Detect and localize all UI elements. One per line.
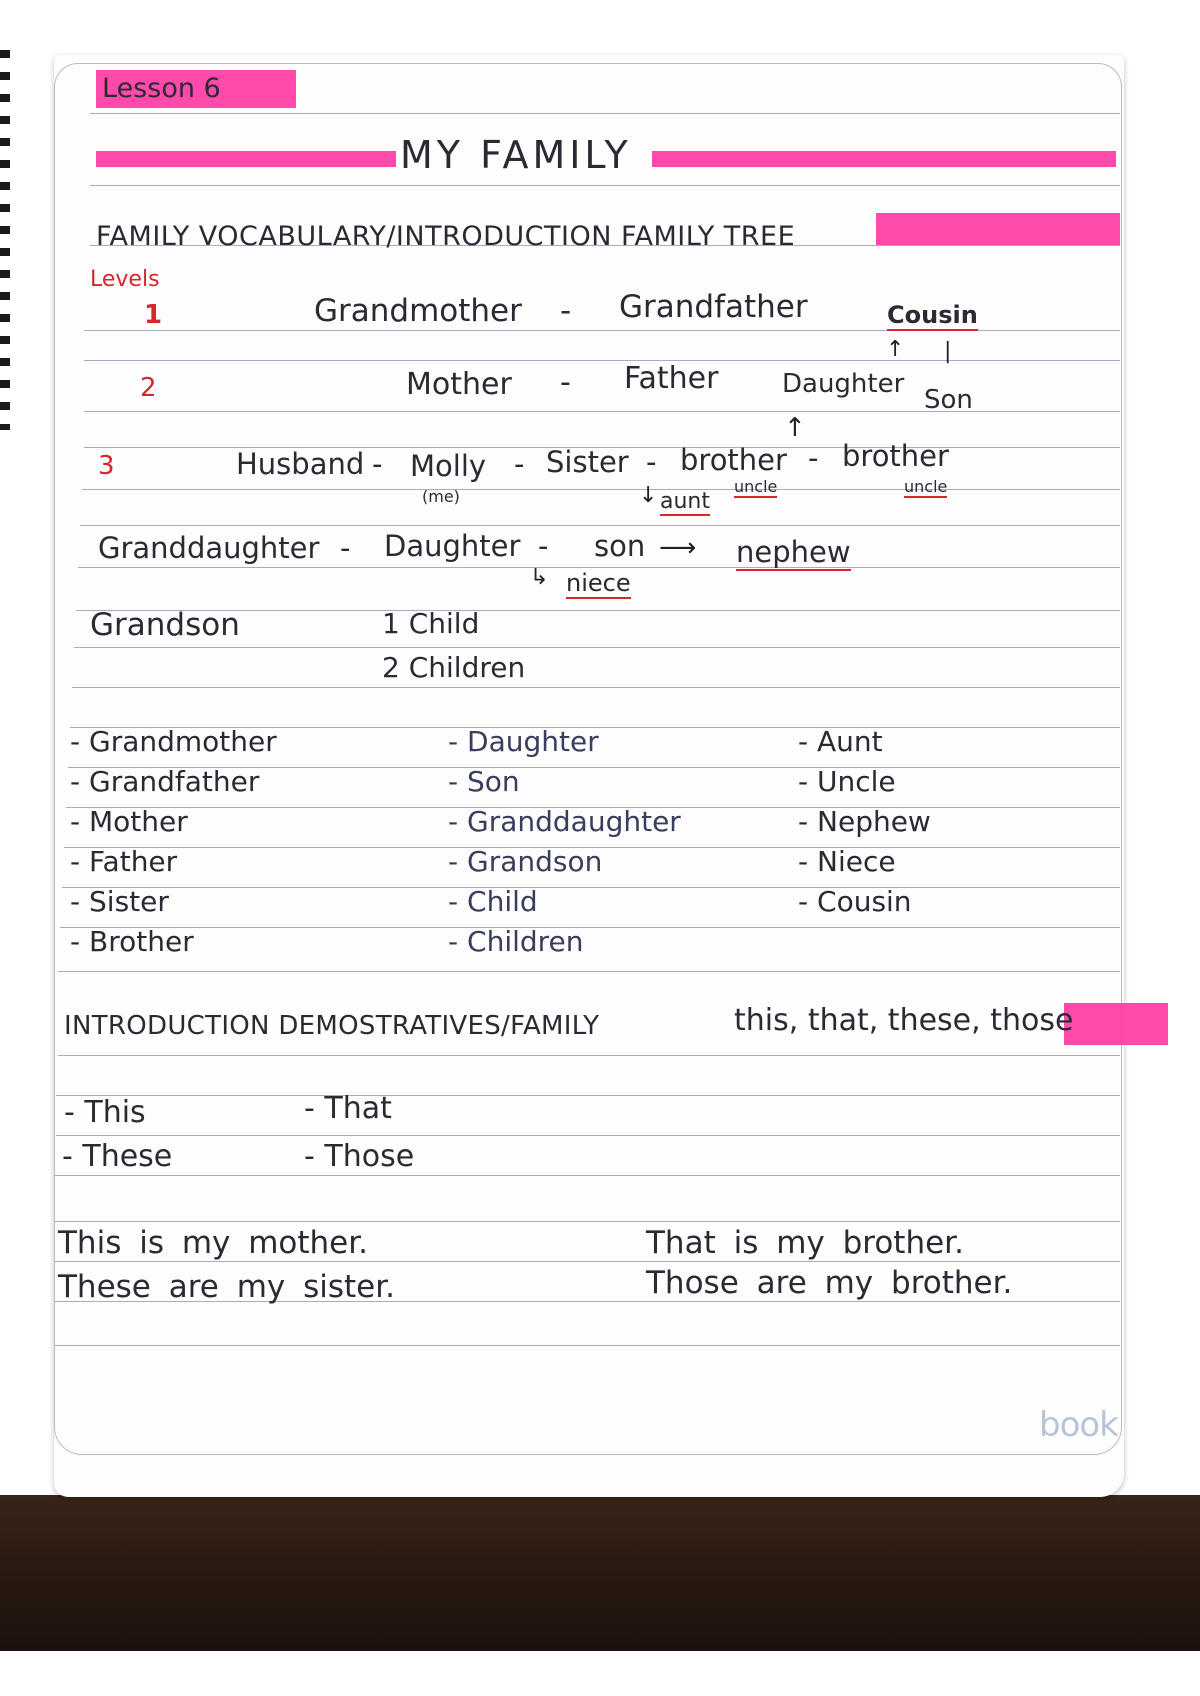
sentence-that: That is my brother. [646,1225,964,1261]
heading-highlight [876,213,1120,245]
level-4-daughter: Daughter [384,529,521,563]
table-background [0,1495,1200,1651]
ruled-line [54,1345,1120,1346]
vocab-item: - Niece [798,845,896,878]
vocab-item: - Brother [70,925,194,958]
vocab-column-2 [448,725,681,965]
vocab-item: - Grandmother [70,725,277,758]
ruled-line [54,1221,1120,1222]
notebook-page [54,55,1124,1497]
ruled-line [54,1175,1120,1176]
ruled-line [56,1095,1120,1096]
levels-label: Levels [90,267,160,292]
ruled-line [90,113,1120,114]
level-3-number: 3 [98,451,115,481]
demonstratives-highlight [1064,1003,1168,1045]
level-4-nephew: nephew [736,535,851,569]
ruled-line [90,185,1120,186]
sentence-these: These are my sister. [58,1269,396,1305]
arrow-down-icon: ↓ [639,483,658,508]
arrow-right-icon: ⟶ [659,533,697,563]
level-4-niece: niece [566,569,631,597]
level-3-molly: Molly [410,449,487,483]
vocab-item: - Nephew [798,805,931,838]
curved-arrow-icon: ↳ [530,565,549,590]
vocab-item: - Aunt [798,725,883,758]
level-1-grandfather: Grandfather [619,289,808,325]
vocab-column-3 [798,725,931,925]
child-singular: 1 Child [382,607,480,640]
level-2-dash: - [560,365,571,400]
vocab-item: - Cousin [798,885,912,918]
level-3-uncle-1: uncle [734,477,778,496]
level-4-dash-1: - [340,531,351,565]
demonstratives-words: this, that, these, those [734,1003,1074,1038]
level-1-dash: - [560,293,572,329]
ruled-line [84,360,1120,361]
section-heading-vocabulary: FAMILY VOCABULARY/INTRODUCTION FAMILY TREE [96,221,796,252]
vocab-item: - Sister [70,885,169,918]
demo-these: - These [62,1139,173,1174]
demo-this: - This [64,1095,146,1130]
ruled-line [72,687,1120,688]
brand-logo: book [1039,1405,1118,1445]
level-3-brother-2: brother [842,439,949,473]
ruled-line [74,647,1120,648]
level-3-uncle-2: uncle [904,477,948,496]
level-3-dash-2: - [514,447,525,481]
ruled-line [78,567,1120,568]
section-heading-demonstratives: INTRODUCTION DEMOSTRATIVES/FAMILY [64,1011,600,1041]
tree-cousin: Cousin [887,301,978,329]
grandson-label: Grandson [90,607,240,643]
level-3-brother-1: brother [680,443,787,477]
vocab-item: - Child [448,885,538,918]
arrow-up-icon: ↑ [784,413,806,443]
level-3-dash-1: - [372,447,383,481]
level-4-granddaughter: Granddaughter [98,531,320,565]
vocab-column-1 [70,725,277,965]
level-1-number: 1 [144,300,163,330]
vocab-item: - Daughter [448,725,599,758]
sentence-those: Those are my brother. [646,1265,1013,1301]
level-3-dash-3: - [646,445,657,479]
line-icon: | [944,339,952,364]
level-1-grandmother: Grandmother [314,293,522,329]
tree-daughter: Daughter [782,369,905,399]
ruled-line [56,1135,1120,1136]
child-plural: 2 Children [382,651,526,684]
vocab-item: - Granddaughter [448,805,681,838]
sentence-this: This is my mother. [58,1225,369,1261]
level-3-me: (me) [422,487,460,506]
vocab-item: - Children [448,925,584,958]
ruled-line [82,489,1120,490]
vocab-item: - Son [448,765,520,798]
ruled-line [54,1261,1120,1262]
level-2-mother: Mother [406,367,512,402]
level-2-number: 2 [140,373,157,403]
vocab-item: - Grandfather [70,765,260,798]
title-highlight-right [652,151,1116,167]
level-4-dash-2: - [538,529,549,563]
vocab-item: - Father [70,845,178,878]
ruled-line [58,1055,1120,1056]
level-3-sister: Sister [546,445,629,479]
level-3-dash-4: - [808,441,819,475]
tree-son: Son [924,385,973,415]
arrow-up-icon: ↑ [886,337,905,362]
ruled-line [58,971,1120,972]
level-3-aunt: aunt [660,489,710,514]
vocab-item: - Grandson [448,845,603,878]
vocab-item: - Mother [70,805,188,838]
level-3-husband: Husband [236,447,365,481]
level-4-son: son [594,529,646,563]
demo-that: - That [304,1091,392,1126]
demo-those: - Those [304,1139,415,1174]
title-highlight-left [96,151,396,167]
ruled-line [80,525,1120,526]
page-title: MY FAMILY [400,133,632,177]
notebook-binding [0,50,10,430]
vocab-item: - Uncle [798,765,896,798]
level-2-father: Father [624,361,719,396]
lesson-label: Lesson 6 [102,73,221,104]
